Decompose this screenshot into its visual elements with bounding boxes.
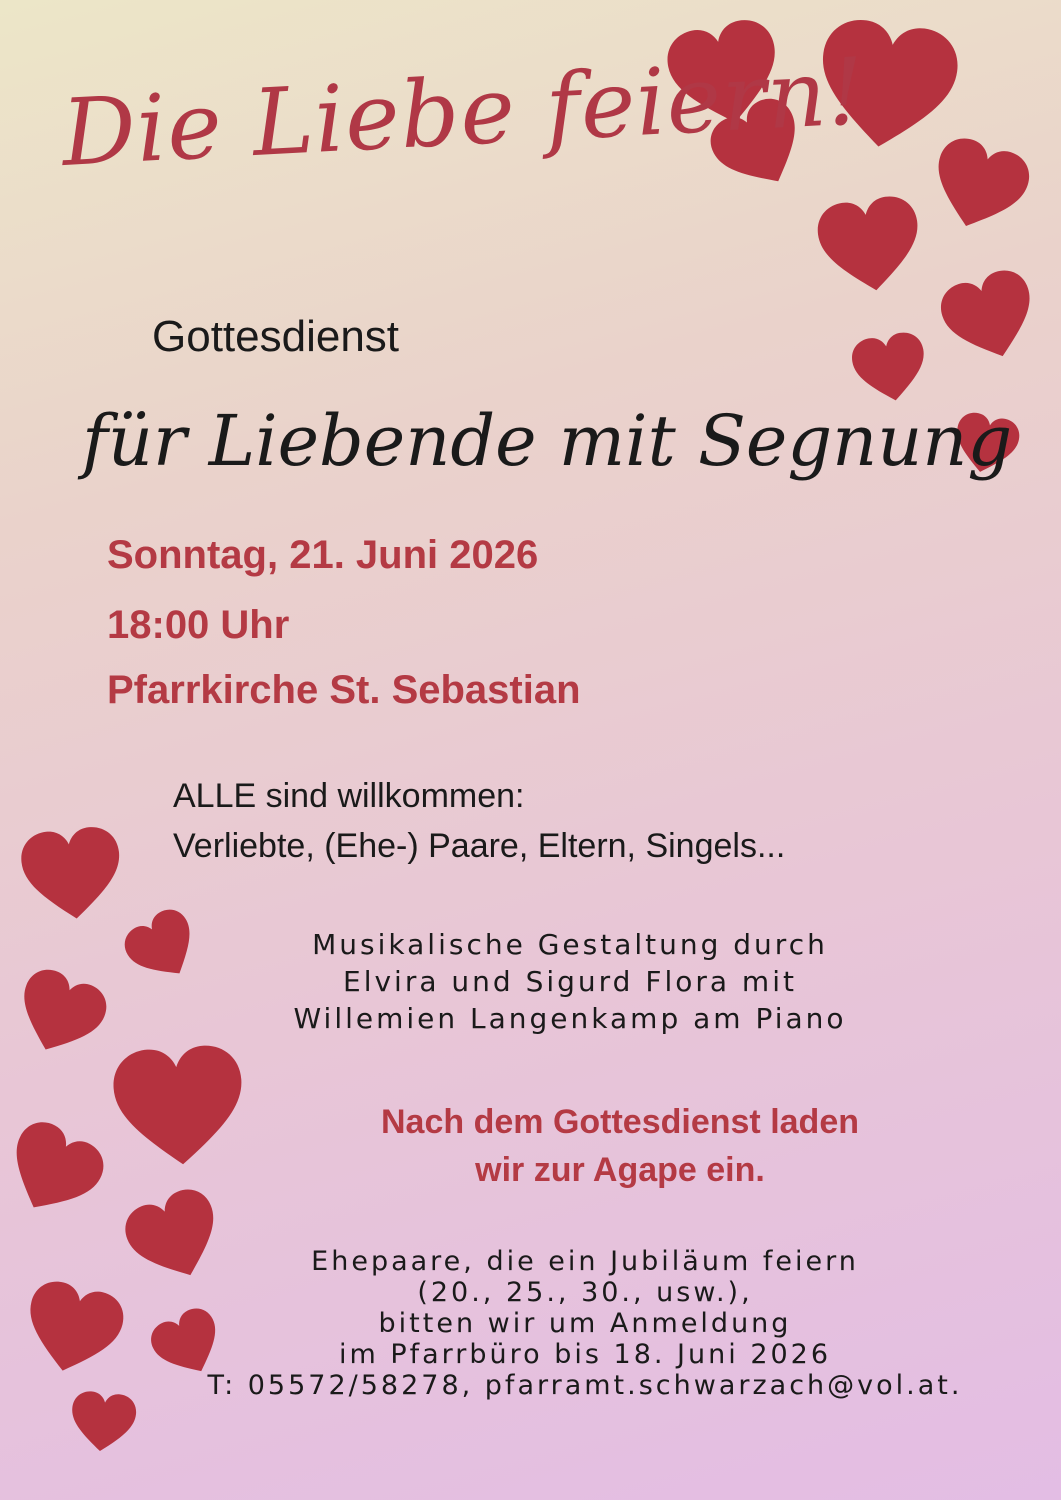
- heart-icon: [2, 958, 119, 1070]
- welcome-line: ALLE sind willkommen:: [173, 777, 525, 815]
- welcome-audience: Verliebte, (Ehe-) Paare, Eltern, Singels...: [173, 827, 786, 865]
- service-subtitle: für Liebende mit Segnung: [82, 400, 1013, 482]
- event-time: 18:00 Uhr: [107, 603, 290, 647]
- jubilee-line: bitten wir um Anmeldung: [378, 1308, 792, 1339]
- heart-icon: [929, 259, 1052, 375]
- jubilee-notice: [155, 1246, 1015, 1401]
- event-date: Sonntag, 21. Juni 2026: [107, 533, 539, 577]
- heart-icon: [0, 1107, 118, 1234]
- music-line: Elvira und Sigurd Flora mit: [343, 965, 797, 998]
- music-line: Musikalische Gestaltung durch: [312, 928, 828, 961]
- service-title: Gottesdienst: [152, 312, 400, 361]
- music-line: Willemien Langenkamp am Piano: [293, 1002, 847, 1035]
- agape-invitation: [290, 1098, 950, 1194]
- headline: Die Liebe feiern!: [59, 37, 868, 187]
- contact-line: T: 05572/58278, pfarramt.schwarzach@vol.at.: [207, 1370, 963, 1401]
- event-location: Pfarrkirche St. Sebastian: [107, 668, 581, 712]
- heart-icon: [65, 1387, 141, 1458]
- heart-icon: [12, 1271, 134, 1387]
- agape-line: Nach dem Gottesdienst laden: [381, 1103, 859, 1141]
- heart-icon: [809, 188, 932, 302]
- jubilee-line: Ehepaare, die ein Jubiläum feiern: [311, 1246, 859, 1277]
- heart-icon: [11, 819, 133, 928]
- agape-line: wir zur Agape ein.: [475, 1151, 765, 1189]
- music-credits: [200, 926, 940, 1037]
- jubilee-line: (20., 25., 30., usw.),: [417, 1277, 753, 1308]
- jubilee-line: im Pfarrbüro bis 18. Juni 2026: [338, 1339, 832, 1370]
- heart-icon: [104, 1037, 255, 1175]
- heart-icon: [844, 326, 935, 411]
